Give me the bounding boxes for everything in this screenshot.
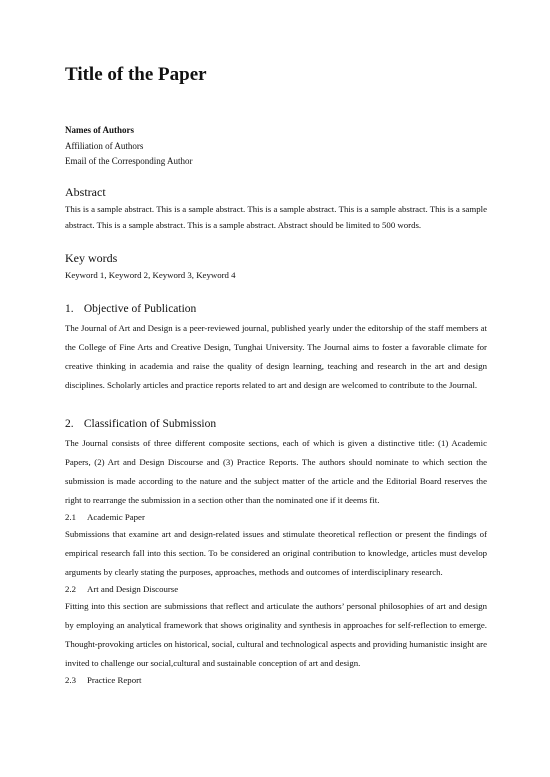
section-text: The Journal consists of three different composite sections, each of which is given a distinctive title: (1) Academic Papers, (2) Art and Design Discourse and (3) Practice Reports. The authors should nominate to which section the submission is made according to the nature and the subject matter of the article and the Editorial Board reserves the right to rearrange the submission in a section other than the nominated one if it deems fit. (65, 438, 487, 505)
section-title: Objective of Publication (83, 303, 197, 315)
subsection-text: Fitting into this section are submissions that reflect and articulate the authors’ personal philosophies of art and design by employing an analytical framework that shows originality and synthesis in approaches for self-reflection to emerge. Thought-provoking articles on historical, social, cultural and technological aspects and providing humanistic insight are invited to challenge our social,cultural and sustainable conception of art and design. (65, 601, 487, 668)
section-classification (65, 416, 487, 688)
section-objective (65, 301, 487, 395)
section-title: Classification of Submission (83, 418, 217, 430)
section-number: 2. (65, 418, 74, 430)
subsection-number: 2.3 (65, 675, 76, 685)
subsection-text: Submissions that examine art and design-related issues and stimulate theoretical reflection or present the findings of empirical research fall into this section. To be considered an original contribution to knowledge, articles must develop arguments by clearly stating the purposes, approaches, methods and outcomes of interdisciplinary research. (65, 529, 487, 577)
author-email: Email of the Corresponding Author (65, 156, 193, 166)
section-number: 1. (65, 303, 74, 315)
author-names: Names of Authors (65, 125, 134, 135)
subsection-heading (65, 510, 487, 525)
abstract-text: This is a sample abstract. This is a sample abstract. This is a sample abstract. This is a sample abstract. This is a sample abstract. This is a sample abstract. This is a sample abstract. Abstract should be limited to 500 words. (65, 204, 487, 230)
subsection-number: 2.1 (65, 512, 76, 522)
abstract-section (65, 184, 487, 233)
author-block (65, 123, 192, 170)
keywords-section (65, 250, 487, 283)
paper-title: Title of the Paper (65, 64, 207, 85)
subsection-heading (65, 582, 487, 597)
subsection-title: Academic Paper (87, 512, 145, 522)
keywords-heading: Key words (65, 251, 118, 265)
subsection-title: Art and Design Discourse (87, 584, 179, 594)
section-text: The Journal of Art and Design is a peer-reviewed journal, published yearly under the editorship of the staff members at the College of Fine Arts and Creative Design, Tunghai University. The Journal aims to foster a favorable climate for creative thinking in academia and raise the quality of design learning, teaching and research in the art and design disciplines. Scholarly articles and practice reports related to art and design are welcomed to contribute to the Journal. (65, 323, 487, 390)
section-heading (65, 301, 487, 317)
subsection-number: 2.2 (65, 584, 76, 594)
subsection-heading (65, 673, 487, 688)
author-affiliation: Affiliation of Authors (65, 140, 144, 151)
abstract-heading: Abstract (65, 185, 106, 199)
section-heading (65, 416, 487, 432)
subsection-title: Practice Report (87, 675, 142, 685)
keywords-text: Keyword 1, Keyword 2, Keyword 3, Keyword 4 (65, 270, 236, 280)
